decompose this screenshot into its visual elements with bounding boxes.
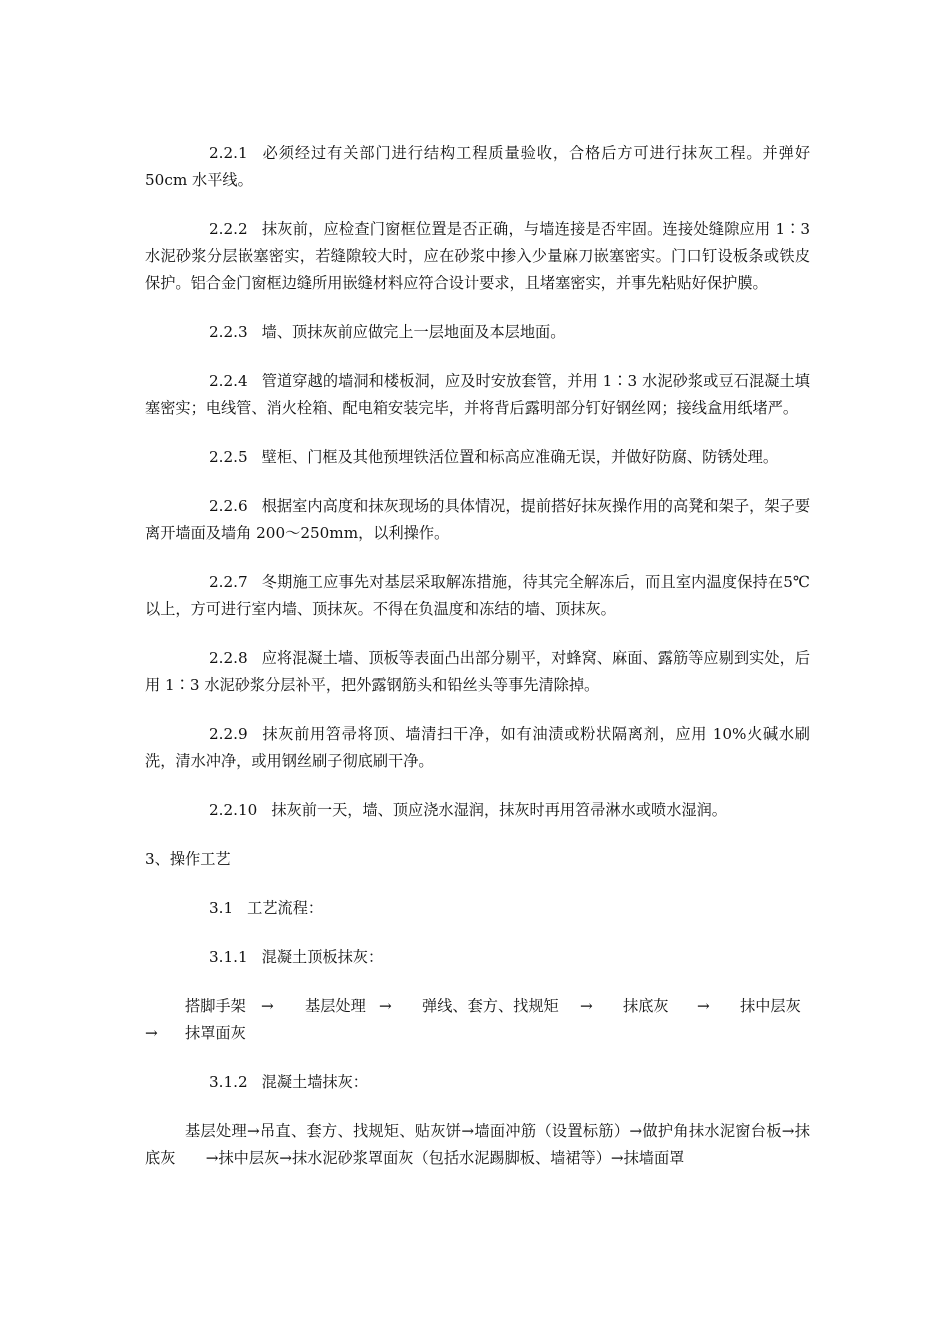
paragraph-2-2-5	[145, 444, 810, 471]
flow-step: 抹底灰	[623, 997, 669, 1015]
paragraph-text: 必须经过有关部门进行结构工程质量验收，合格后方可进行抹灰工程。并弹好50cm 水平线。	[145, 144, 810, 189]
subheading-3-1-2	[145, 1069, 810, 1096]
paragraph-2-2-7	[145, 569, 810, 623]
paragraph-2-2-9	[145, 721, 810, 775]
flow-arrow: →	[697, 997, 710, 1015]
subheading-number: 3.1.2	[209, 1073, 248, 1091]
paragraph-text: 抹灰前一天，墙、顶应浇水湿润，抹灰时再用笤帚淋水或喷水湿润。	[271, 801, 727, 819]
subheading-text: 混凝土墙抹灰：	[261, 1073, 368, 1091]
paragraph-text: 冬期施工应事先对基层采取解冻措施，待其完全解冻后，而且室内温度保持在5℃以上，方可进行室内墙、顶抹灰。不得在负温度和冻结的墙、顶抹灰。	[145, 573, 810, 618]
subheading-3-1-1	[145, 944, 810, 971]
paragraph-text: 根据室内高度和抹灰现场的具体情况，提前搭好抹灰操作用的高凳和架子，架子要离开墙面及墙角 200～250mm，以利操作。	[145, 497, 810, 542]
flow-step: 弹线、套方、找规矩	[422, 997, 559, 1015]
flow-arrow: →	[261, 997, 274, 1015]
paragraph-number: 2.2.5	[209, 448, 248, 466]
process-flow-ceiling	[145, 993, 810, 1047]
subheading-text: 工艺流程：	[247, 899, 324, 917]
paragraph-number: 2.2.4	[209, 372, 248, 390]
subheading-number: 3.1.1	[209, 948, 248, 966]
subheading-number: 3.1	[209, 899, 234, 917]
paragraph-number: 2.2.9	[209, 725, 248, 743]
paragraph-text: 抹灰前，应检查门窗框位置是否正确，与墙连接是否牢固。连接处缝隙应用 1∶3 水泥砂浆分层嵌塞密实，若缝隙较大时，应在砂浆中掺入少量麻刀嵌塞密实。门口钉设板条或铁皮保护。铝合金门窗框边缝所用嵌缝材料应符合设计要求，且堵塞密实，并事先粘贴好保护膜。	[145, 220, 810, 292]
paragraph-number: 2.2.7	[209, 573, 248, 591]
paragraph-number: 2.2.3	[209, 323, 248, 341]
flow-step: 基层处理	[305, 997, 366, 1015]
flow-step: 抹中层灰	[740, 997, 801, 1015]
flow-arrow: →	[379, 997, 392, 1015]
paragraph-number: 2.2.8	[209, 649, 248, 667]
section-heading: 3、操作工艺	[145, 850, 231, 868]
paragraph-2-2-1	[145, 140, 810, 194]
paragraph-text: 墙、顶抹灰前应做完上一层地面及本层地面。	[261, 323, 566, 341]
paragraph-text: 应将混凝土墙、顶板等表面凸出部分剔平，对蜂窝、麻面、露筋等应剔到实处，后用 1∶3 水泥砂浆分层补平，把外露钢筋头和铅丝头等事先清除掉。	[145, 649, 810, 694]
process-flow-wall: 基层处理→吊直、套方、找规矩、贴灰饼→墙面冲筋（设置标筋）→做护角抹水泥窗台板→抹底灰 →抹中层灰→抹水泥砂浆罩面灰（包括水泥踢脚板、墙裙等）→抹墙面罩	[145, 1122, 810, 1167]
paragraph-text: 抹灰前用笤帚将顶、墙清扫干净，如有油渍或粉状隔离剂，应用 10%火碱水刷洗，清水冲净，或用钢丝刷子彻底刷干净。	[145, 725, 810, 770]
paragraph-text: 管道穿越的墙洞和楼板洞，应及时安放套管，并用 1∶3 水泥砂浆或豆石混凝土填塞密实；电线管、消火栓箱、配电箱安装完毕，并将背后露明部分钉好钢丝网；接线盒用纸堵严。	[145, 372, 810, 417]
paragraph-number: 2.2.2	[209, 220, 248, 238]
paragraph-2-2-2	[145, 216, 810, 297]
document-page	[145, 140, 810, 1194]
subheading-text: 混凝土顶板抹灰：	[261, 948, 384, 966]
paragraph-2-2-4	[145, 368, 810, 422]
paragraph-2-2-3	[145, 319, 810, 346]
paragraph-text: 壁柜、门框及其他预埋铁活位置和标高应准确无误，并做好防腐、防锈处理。	[261, 448, 779, 466]
paragraph-number: 2.2.1	[209, 144, 248, 162]
flow-arrow: →	[580, 997, 593, 1015]
flow-step: 抹罩面灰	[185, 1024, 246, 1042]
paragraph-2-2-10	[145, 797, 810, 824]
paragraph-number: 2.2.6	[209, 497, 248, 515]
flow-arrow: →	[145, 1024, 158, 1042]
paragraph-2-2-8	[145, 645, 810, 699]
flow-step: 搭脚手架	[185, 997, 246, 1015]
subheading-3-1	[145, 895, 810, 922]
paragraph-2-2-6	[145, 493, 810, 547]
paragraph-number: 2.2.10	[209, 801, 258, 819]
